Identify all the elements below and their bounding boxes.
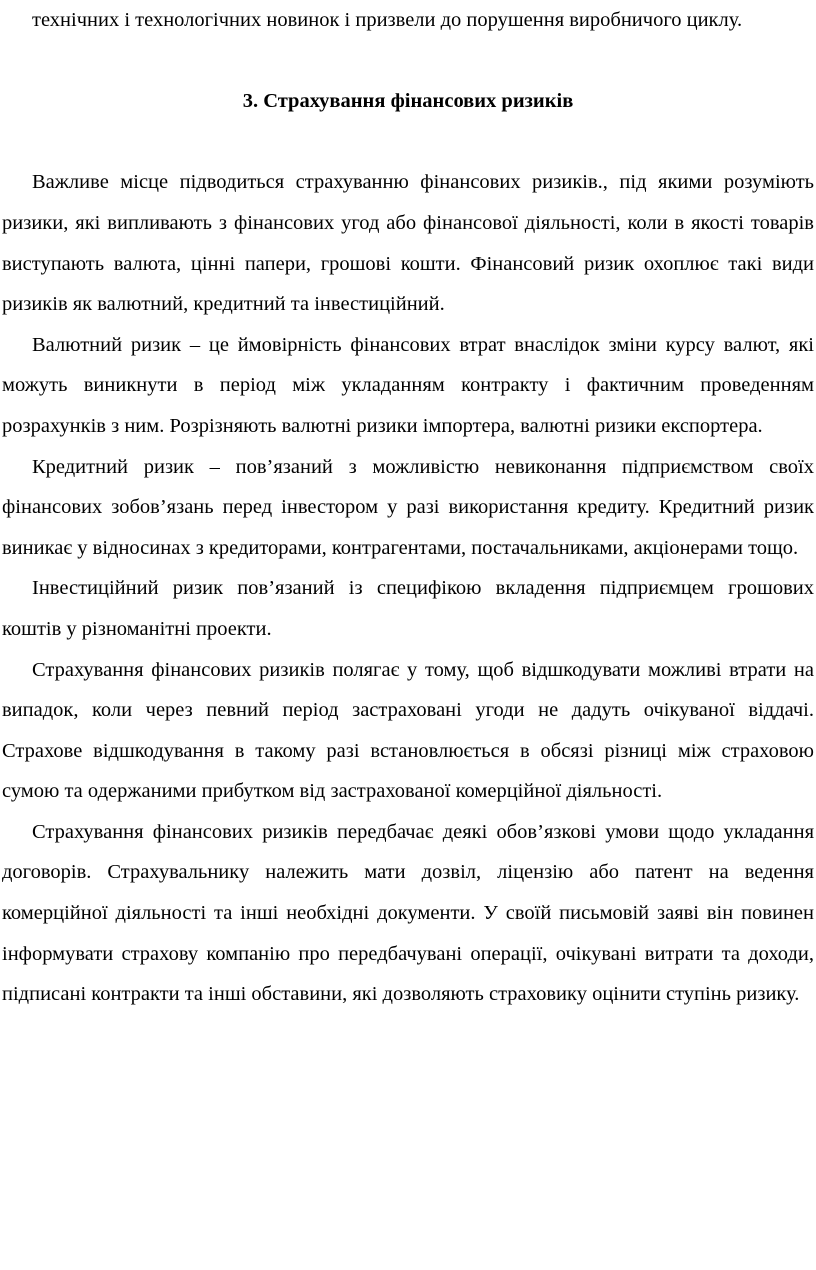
blank-line <box>2 122 814 163</box>
paragraph-currency-risk: Валютний ризик – це ймовірність фінансових втрат внаслідок зміни курсу валют, які можуть виникнути в період між укладанням контракту і фактичним проведенням розрахунків з ним. Розрізняють валютні ризики імпортера, валютні ризики експортера. <box>2 333 814 437</box>
paragraph-financial-risks: Важливе місце підводиться страхуванню фінансових ризиків., під якими розуміють ризики, які випливають з фінансових угод або фінансової діяльності, коли в якості товарів виступають валюта, цінні папери, грошові кошти. Фінансовий ризик охоплює такі види ризиків як валютний, кредитний та інвестиційний. <box>2 171 814 316</box>
paragraph-insurance-conditions: Страхування фінансових ризиків передбачає деякі обов’язкові умови щодо укладання договорів. Страхувальнику належить мати дозвіл, ліцензію або патент на ведення комерційної діяльності та інші необхідні документи. У своїй письмовій заяві він повинен інформувати страхову компанію про передбачувані операції, очікувані витрати та доходи, підписані контракти та інші обставини, які дозволяють страховику оцінити ступінь ризику. <box>2 820 814 1006</box>
section-heading: 3. Страхування фінансових ризиків <box>242 90 574 113</box>
paragraph-insurance-purpose: Страхування фінансових ризиків полягає у тому, щоб відшкодувати можливі втрати на випадок, коли через певний період застраховані угоди не дадуть очікуваної віддачі. Страхове відшкодування в такому разі встановлюється в обсязі різниці між страховою сумою та одержаними прибутком від застрахованої комерційної діяльності. <box>2 658 814 803</box>
paragraph-credit-risk: Кредитний ризик – пов’язаний з можливістю невиконання підприємством своїх фінансових зобов’язань перед інвестором у разі використання кредиту. Кредитний ризик виникає у відносинах з кредиторами, контрагентами, постачальниками, акціонерами тощо. <box>2 455 814 559</box>
intro-continuation-paragraph: технічних і технологічних новинок і призвели до порушення виробничого циклу. <box>32 9 743 31</box>
blank-line <box>2 41 814 82</box>
paragraph-investment-risk: Інвестиційний ризик пов’язаний із специфікою вкладення підприємцем грошових коштів у різноманітні проекти. <box>2 577 814 640</box>
